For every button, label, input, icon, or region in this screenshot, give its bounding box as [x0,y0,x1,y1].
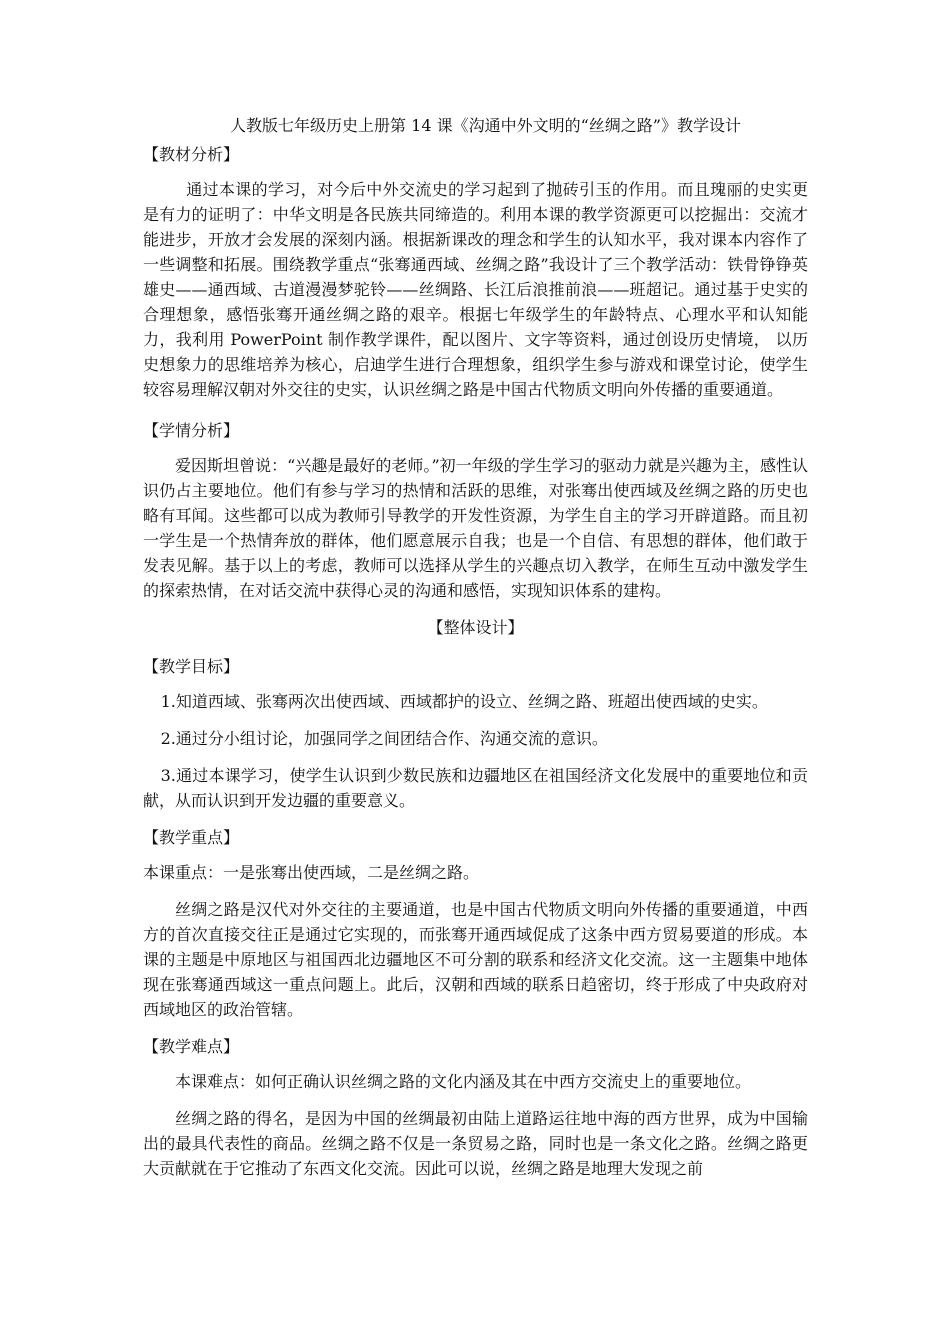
difficulties-paragraph: 丝绸之路的得名，是因为中国的丝绸最初由陆上道路运往地中海的西方世界，成为中国输出的最具代表性的商品。丝绸之路不仅是一条贸易之路，同时也是一条文化之路。丝绸之路更大贡献就在于它推动了东西文化交流。因此可以说，丝绸之路是地理大发现之前 [143,1109,808,1178]
goal-item: 2.通过分小组讨论，加强同学之间团结合作、沟通交流的意识。 [160,729,608,748]
textbook-analysis-paragraph: 通过本课的学习，对今后中外交流史的学习起到了抛砖引玉的作用。而且瑰丽的史实更是有力的证明了：中华文明是各民族共同缔造的。利用本课的教学资源更可以挖掘出：交流才能进步，开放才会发展的深刻内涵。根据新课改的理念和学生的认知水平，我对课本内容作了一些调整和拓展。围绕教学重点“张骞通西域、丝绸之路”我设计了三个教学活动：铁骨铮铮英雄史——通西域、古道漫漫梦驼铃——丝绸路、长江后浪推前浪——班超记。通过基于史实的合理想象，感悟张骞开通丝绸之路的艰辛。根据七年级学生的年龄特点、心理水平和认知能力，我利用 PowerPoint 制作教学课件，配以图片、文字等资料，通过创设历史情境， 以历史想象力的思维培养为核心，启迪学生进行合理想象，组织学生参与游戏和课堂讨论，使学生较容易理解汉朝对外交往的史实，认识丝绸之路是中国古代物质文明向外传播的重要通道。 [143,180,808,399]
section-heading-difficulties: 【教学难点】 [143,1037,240,1056]
section-heading-overall-design: 【整体设计】 [427,618,524,637]
learner-analysis-paragraph: 爱因斯坦曾说：“兴趣是最好的老师。”初一年级的学生学习的驱动力就是兴趣为主，感性认识仍占主要地位。他们有参与学习的热情和活跃的思维，对张骞出使西域及丝绸之路的历史也略有耳闻。这些都可以成为教师引导教学的开发性资源，为学生自主的学习开辟道路。而且初一学生是一个热情奔放的群体，他们愿意展示自我；也是一个自信、有思想的群体，他们敢于发表见解。基于以上的考虑，教师可以选择从学生的兴趣点切入教学，在师生互动中激发学生的探索热情，在对话交流中获得心灵的沟通和感悟，实现知识体系的建构。 [143,456,808,600]
difficulties-statement: 本课难点：如何正确认识丝绸之路的文化内涵及其在中西方交流史上的重要地位。 [175,1072,752,1091]
goal-item: 3.通过本课学习，使学生认识到少数民族和边疆地区在祖国经济文化发展中的重要地位和贡献，从而认识到开发边疆的重要意义。 [143,766,808,810]
key-points-paragraph: 丝绸之路是汉代对外交往的主要通道，也是中国古代物质文明向外传播的重要通道，中西方的首次直接交往正是通过它实现的，而张骞开通西域促成了这条中西方贸易要道的形成。本课的主题是中原地区与祖国西北边疆地区不可分割的联系和经济文化交流。这一主题集中地体现在张骞通西域这一重点问题上。此后，汉朝和西域的联系日趋密切，终于形成了中央政府对西域地区的政治管辖。 [143,900,808,1019]
section-heading-learner-analysis: 【学情分析】 [143,421,240,440]
section-heading-textbook-analysis: 【教材分析】 [143,145,240,164]
section-heading-goals: 【教学目标】 [143,657,240,676]
page-title: 人教版七年级历史上册第 14 课《沟通中外文明的“丝绸之路”》教学设计 [230,116,741,135]
goal-item: 1.知道西域、张骞两次出使西域、西域都护的设立、丝绸之路、班超出使西域的史实。 [160,692,768,711]
document-body [143,113,808,1193]
section-heading-key-points: 【教学重点】 [143,828,240,847]
key-points-statement: 本课重点：一是张骞出使西域，二是丝绸之路。 [143,863,480,882]
